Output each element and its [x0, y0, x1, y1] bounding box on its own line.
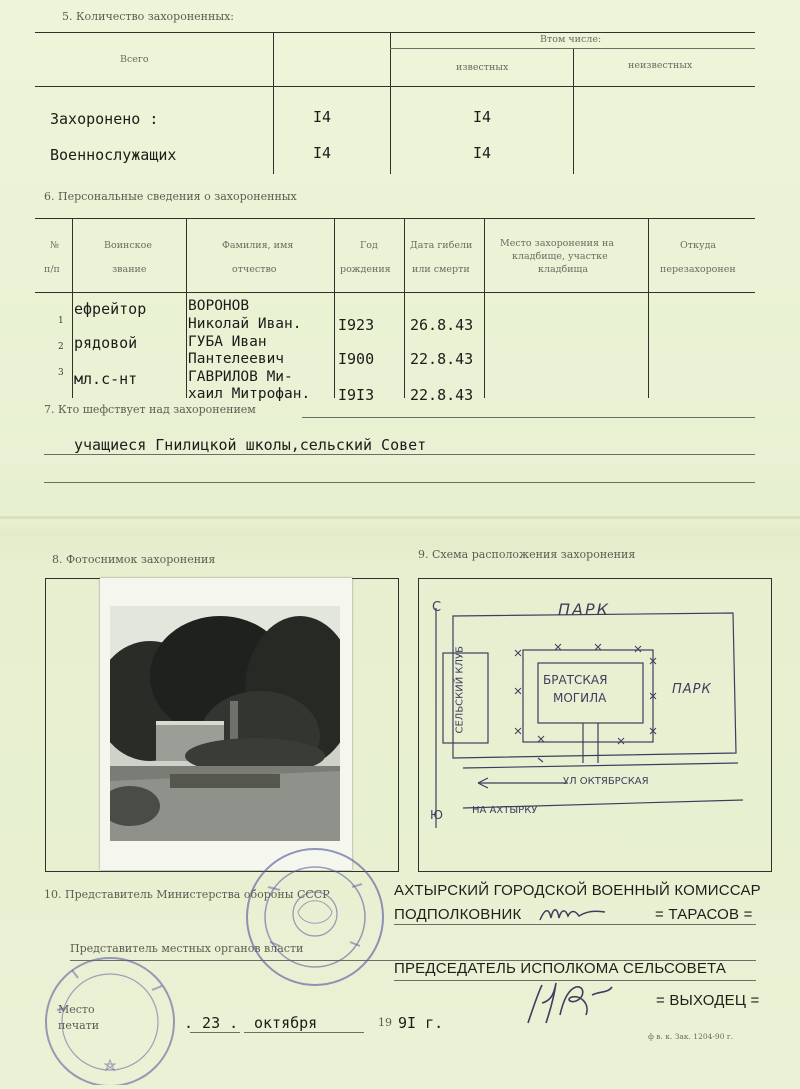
s7-line2 — [44, 454, 755, 455]
burial-map — [418, 578, 772, 872]
section7-title: 7. Кто шефствует над захоронением — [44, 403, 256, 416]
village-council-seal — [240, 842, 390, 992]
s6-row1-rank: ефрейтор — [74, 300, 147, 318]
photo-image — [110, 606, 340, 841]
s6-row3-num: 3 — [58, 368, 64, 378]
commissar-org: АХТЫРСКИЙ ГОРОДСКОЙ ВОЕННЫЙ КОМИССАР — [394, 882, 761, 899]
s6-h-place1: Место захоронения на — [500, 238, 615, 249]
s6-vline3 — [334, 218, 335, 398]
map-direction: НА АХТЫРКУ — [472, 805, 538, 816]
s6-row3-name1: ГАВРИЛОВ Ми- — [188, 369, 293, 385]
s6-row1-year: I923 — [338, 316, 375, 334]
s6-row2-num: 2 — [58, 342, 64, 352]
s6-row3-date: 22.8.43 — [410, 386, 474, 404]
s6-row2-rank: рядовой — [74, 334, 138, 352]
map-grave-line1: БРАТСКАЯ — [543, 673, 608, 687]
s6-h-rank1: Воинское — [104, 240, 152, 251]
section6-title: 6. Персональные сведения о захороненных — [44, 190, 297, 203]
commissar-signature — [535, 898, 615, 928]
s6-h-year1: Год — [360, 240, 378, 251]
s5-col-unknown: неизвестных — [628, 60, 693, 71]
s6-row3-rank: мл.с-нт — [74, 370, 138, 388]
s6-top-line — [35, 218, 755, 219]
s6-row1-date: 26.8.43 — [410, 316, 474, 334]
s5-vline1 — [273, 32, 274, 174]
s5-row2-total: I4 — [313, 144, 332, 162]
s6-header-line — [35, 292, 755, 293]
date-year: 9I г. — [398, 1014, 444, 1032]
s6-h-name1: Фамилия, имя — [222, 240, 294, 251]
s6-h-name2: отчество — [232, 264, 277, 275]
date-month-line — [244, 1032, 364, 1033]
local-authority-label: Представитель местных органов власти — [70, 942, 304, 955]
s6-row1-num: 1 — [58, 316, 64, 326]
map-north: С — [432, 600, 442, 615]
map-street: УЛ ОКТЯБРСКАЯ — [563, 776, 649, 787]
chairman-signature — [520, 975, 630, 1030]
local-name: = ВЫХОДЕЦ = — [656, 992, 760, 1009]
local-title: ПРЕДСЕДАТЕЛЬ ИСПОЛКОМА СЕЛЬСОВЕТА — [394, 960, 727, 977]
s5-sub-line — [390, 48, 755, 49]
s6-vline5 — [484, 218, 485, 398]
date-month: октября — [254, 1014, 318, 1032]
s6-vline1 — [72, 218, 73, 398]
s6-row2-date: 22.8.43 — [410, 350, 474, 368]
burial-photo — [100, 578, 352, 870]
map-south: Ю — [430, 808, 443, 822]
date-day: . 23 . — [184, 1014, 239, 1032]
s6-h-year2: рождения — [340, 264, 391, 275]
s6-row2-year: I900 — [338, 350, 375, 368]
map-park-right: ПАРК — [672, 682, 712, 697]
map-park-top: ПАРК — [558, 600, 610, 619]
section10-title: 10. Представитель Министерства обороны СССР — [44, 888, 330, 901]
s7-line3 — [44, 482, 755, 483]
map-grave-line2: МОГИЛА — [553, 691, 607, 705]
s6-vline4 — [404, 218, 405, 398]
page-fold — [0, 516, 800, 519]
s5-row1-label: Захоронено : — [50, 110, 159, 128]
s5-col-known: известных — [456, 62, 509, 73]
s5-header-line — [35, 86, 755, 87]
s6-vline6 — [648, 218, 649, 398]
s5-row1-known: I4 — [473, 108, 492, 126]
printer-mark: ф в. к. Зак. 1204-90 г. — [648, 1032, 734, 1041]
s6-row3-year: I9I3 — [338, 386, 375, 404]
s5-vline3 — [573, 48, 574, 174]
s6-h-from2: перезахоронен — [660, 264, 736, 275]
date-year-prefix: 19 — [378, 1016, 392, 1029]
seal-place-2: печати — [58, 1019, 100, 1032]
commissar-rank: ПОДПОЛКОВНИК — [394, 906, 522, 923]
s6-h-num1: № — [50, 240, 59, 251]
s6-h-from1: Откуда — [680, 240, 717, 251]
s6-row3-name2: хаил Митрофан. — [188, 386, 311, 402]
s5-row1-total: I4 — [313, 108, 332, 126]
section9-title: 9. Схема расположения захоронения — [418, 548, 636, 561]
s6-row1-name2: Николай Иван. — [188, 316, 302, 332]
s6-h-place2: кладбище, участке — [512, 251, 608, 262]
s5-row2-known: I4 — [473, 144, 492, 162]
date-day-line — [190, 1032, 240, 1033]
map-club: СЕЛЬСКИЙ КЛУБ — [454, 646, 466, 734]
seal-place-1: Место — [58, 1003, 95, 1016]
s5-top-line — [35, 32, 755, 33]
s5-col-total: Всего — [120, 54, 149, 65]
commissar-name: = ТАРАСОВ = — [655, 906, 753, 923]
s6-row2-name1: ГУБА Иван — [188, 334, 267, 350]
s6-h-date2: или смерти — [412, 264, 470, 275]
military-commissariat-seal — [32, 950, 182, 1085]
s5-row2-label: Военнослужащих — [50, 146, 177, 164]
s6-h-date1: Дата гибели — [410, 240, 473, 251]
s6-row2-name2: Пантелеевич — [188, 351, 285, 367]
s6-h-num2: п/п — [44, 264, 60, 275]
s6-vline2 — [186, 218, 187, 398]
s5-col-including: Втом числе: — [540, 34, 602, 45]
s6-row1-name1: ВОРОНОВ — [188, 298, 250, 314]
s6-h-place3: кладбища — [538, 264, 589, 275]
s6-h-rank2: звание — [112, 264, 147, 275]
section8-title: 8. Фотоснимок захоронения — [52, 553, 216, 566]
s5-vline2 — [390, 32, 391, 174]
s7-value: учащиеся Гнилицкой школы,сельский Совет — [74, 436, 427, 454]
s7-line1 — [302, 417, 755, 418]
section5-title: 5. Количество захороненных: — [62, 10, 235, 23]
